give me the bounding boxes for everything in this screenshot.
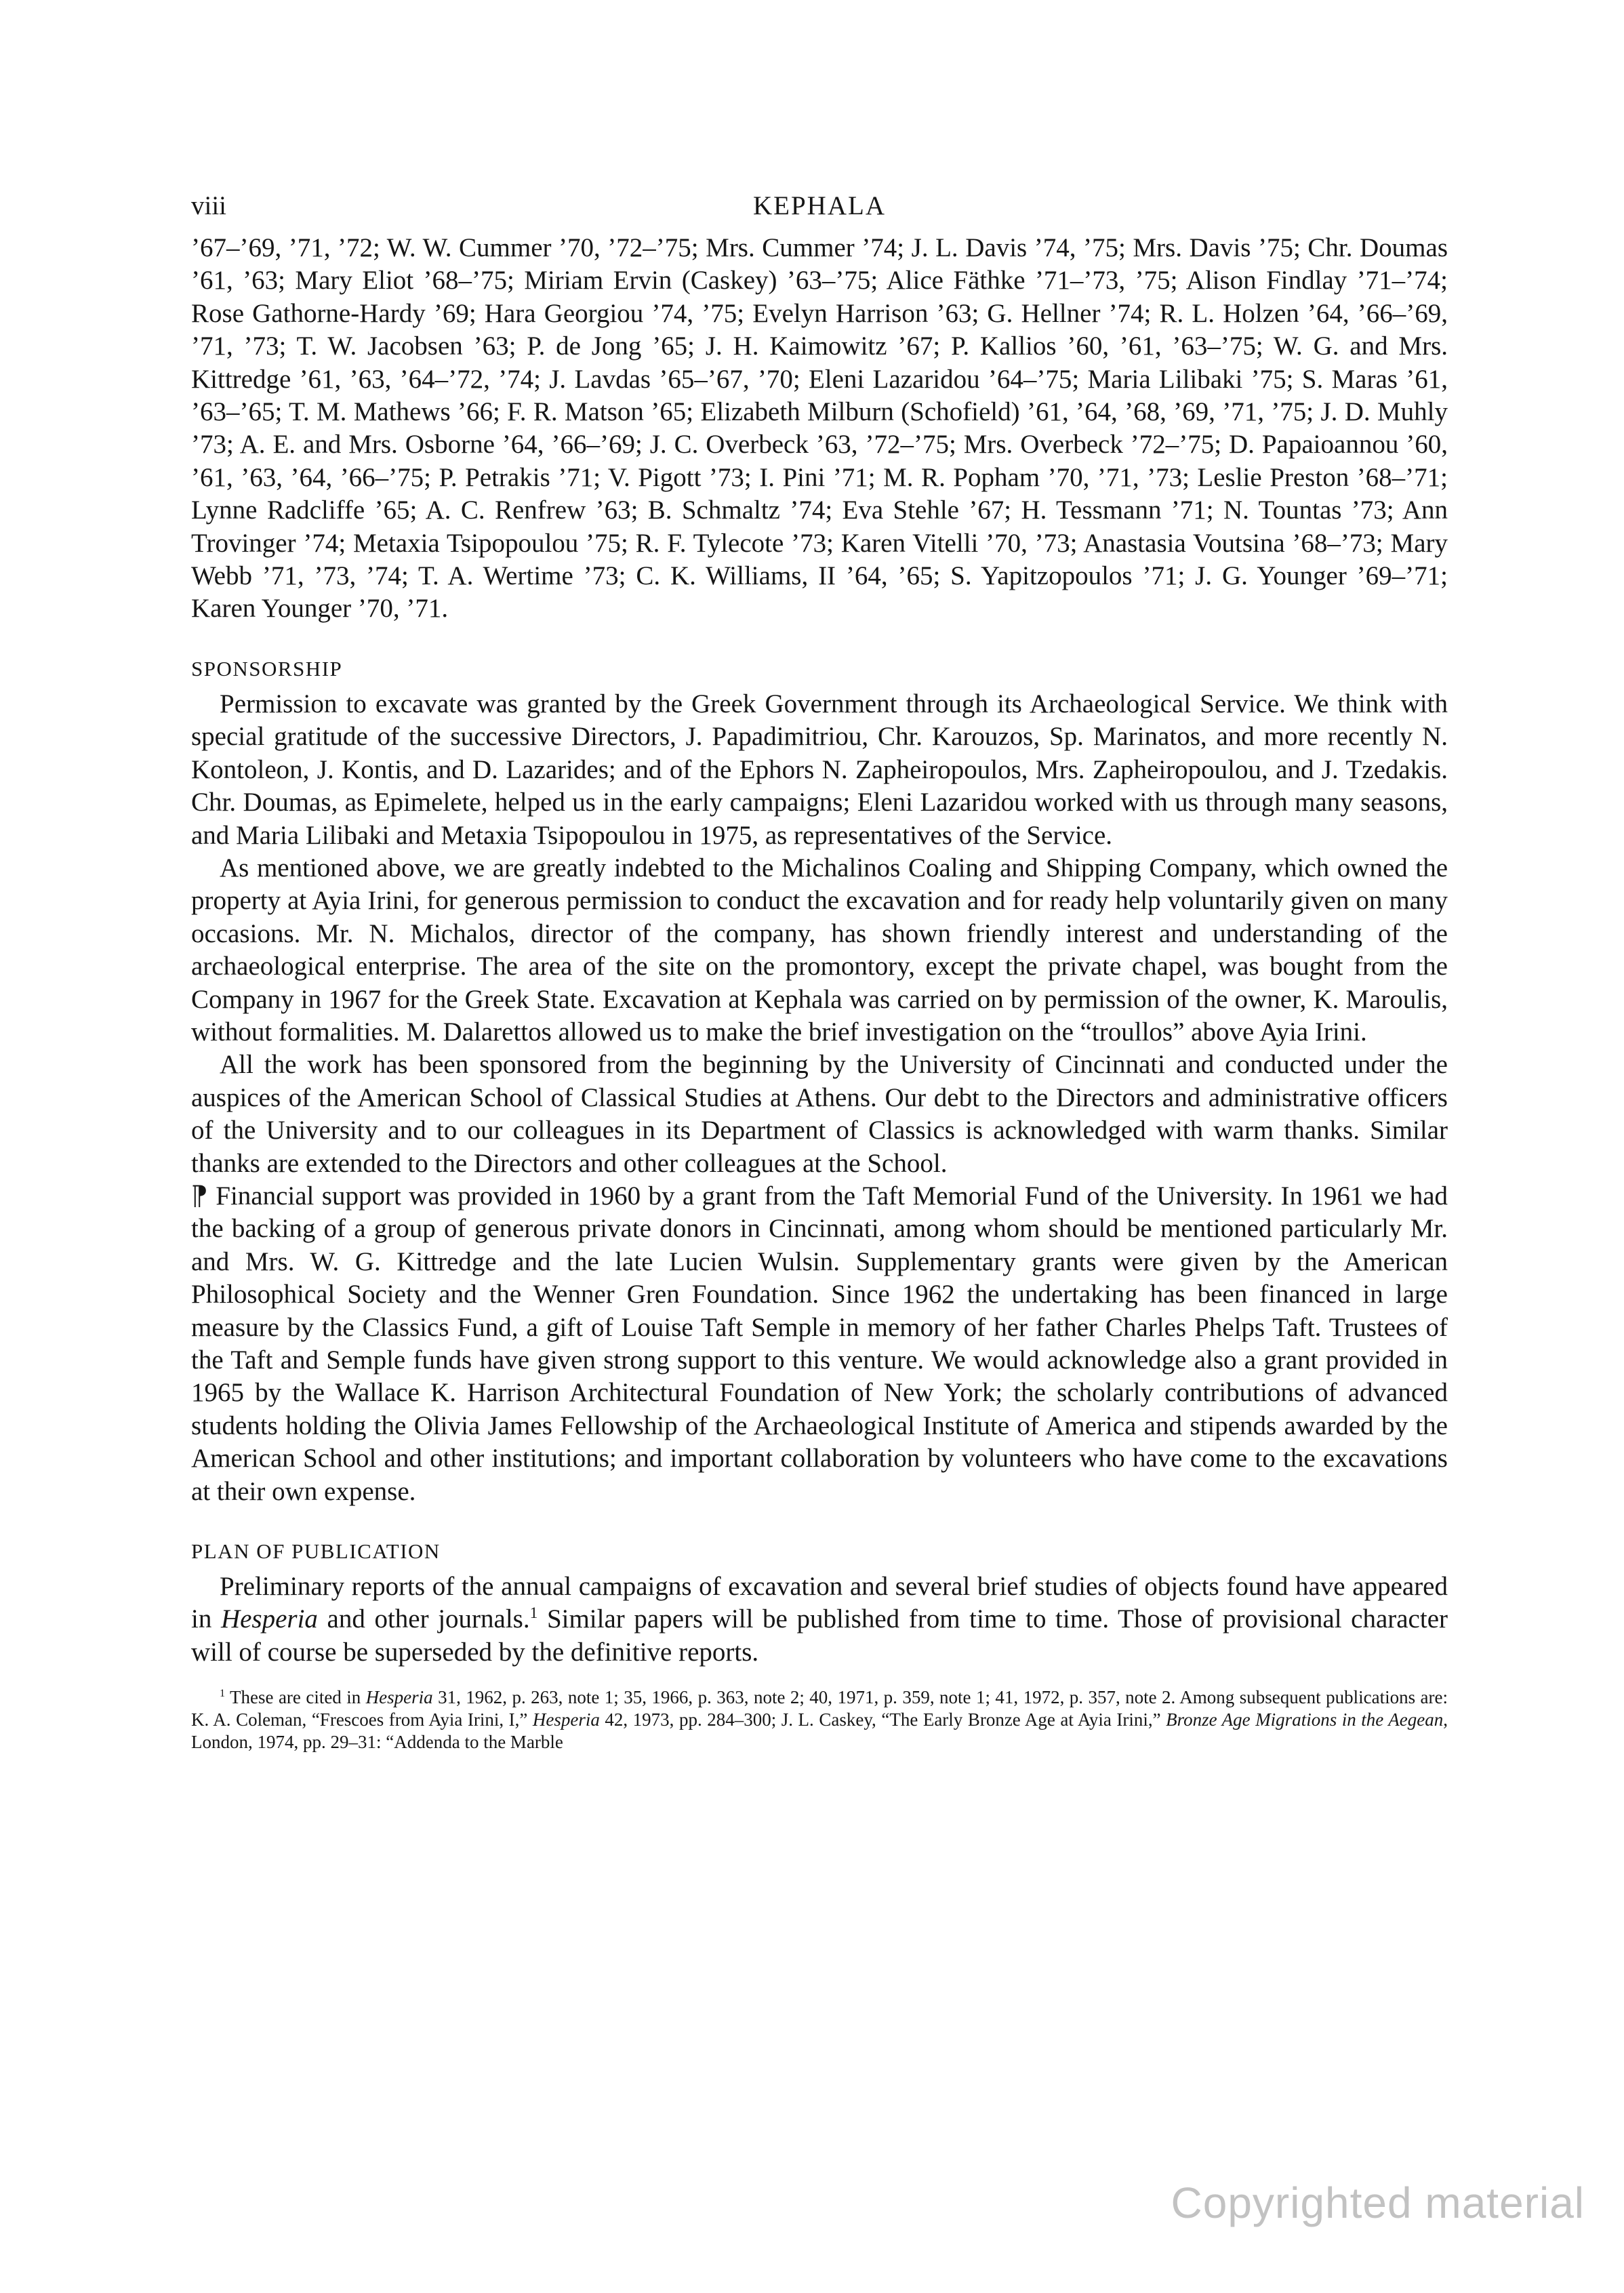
page-number: viii	[191, 191, 227, 220]
running-title: KEPHALA	[753, 191, 886, 220]
footnote-text: These are cited in	[225, 1687, 366, 1708]
sponsorship-paragraph-4	[191, 1180, 1448, 1508]
publication-text-2: and other journals.	[317, 1604, 530, 1634]
running-head	[191, 190, 1448, 232]
footnotes	[191, 1686, 1448, 1753]
sponsorship-paragraph-4-text: Financial support was provided in 1960 by a grant from the Taft Memorial Fund of the University. In 1961 we had the backing of a group of generous private donors in Cincinnati, among whom should be mentioned particularly Mr. and Mrs. W. G. Kittredge and the late Lucien Wulsin. Supplementary grants were given by the American Philosophical Society and the Wenner Gren Foundation. Since 1962 the undertaking has been financed in large measure by the Classics Fund, a gift of Louise Taft Semple in memory of her father Charles Phelps Taft. Trustees of the Taft and Semple funds have given strong support to this venture. We would acknowledge also a grant provided in 1965 by the Wallace K. Harrison Architectural Foundation of New York; the scholarly contributions of advanced students holding the Olivia James Fellowship of the Archaeological Institute of America and stipends awarded by the American School and other institutions; and important collaboration by volunteers who have come to the excavations at their own expense.	[191, 1181, 1448, 1506]
footnote-journal: Hesperia	[365, 1687, 433, 1708]
footnote-text: 42, 1973, pp. 284–300; J. L. Caskey, “The Early Bronze Age at Ayia Irini,”	[599, 1709, 1166, 1730]
sponsorship-paragraph-3: All the work has been sponsored from the beginning by the University of Cincinnati and conducted under the auspices of the American School of Classical Studies at Athens. Our debt to the Directors and administrative officers of the University and to our colleagues in its Department of Classics is acknowledged with warm thanks. Similar thanks are extended to the Directors and other colleagues at the School.	[191, 1050, 1448, 1178]
footnote-text: , London, 1974, pp. 29–31: “Addenda to the Marble	[191, 1709, 1448, 1753]
footnote-reference: 1	[529, 1604, 538, 1623]
footnote-journal: Hesperia	[532, 1709, 600, 1730]
journal-title: Hesperia	[220, 1604, 318, 1634]
footnote-text: 31, 1962, p. 263, note 1; 35, 1966, p. 363, note 2; 40, 1971, p. 359, note 1; 41, 1972, p. 357, note 2. Among subsequent publications are: K. A. Coleman, “Frescoes from Ayia Irini, I,”	[191, 1687, 1448, 1730]
page-content	[191, 190, 1448, 1753]
publication-heading: PLAN OF PUBLICATION	[191, 1539, 441, 1564]
paragraph-mark: ⁋	[191, 1181, 208, 1211]
footnote-marker: 1	[220, 1687, 226, 1700]
sponsorship-paragraph-1: Permission to excavate was granted by the Greek Government through its Archaeological Service. We think with special gratitude of the successive Directors, J. Papadimitriou, Chr. Karouzos, Sp. Marinatos, and more recently N. Kontoleon, J. Kontis, and D. Lazarides; and of the Ephors N. Zapheiropoulos, Mrs. Zapheiropoulou, and J. Tzedakis. Chr. Doumas, as Epimelete, helped us in the early campaigns; Eleni Lazaridou worked with us through many seasons, and Maria Lilibaki and Metaxia Tsipopoulou in 1975, as representatives of the Service.	[191, 689, 1448, 850]
publication-text-3: Similar papers will be published from time to time. Those of provisional character will of course be superseded by the definitive reports.	[191, 1604, 1448, 1667]
footnote-1	[191, 1686, 1448, 1753]
sponsorship-heading: SPONSORSHIP	[191, 656, 343, 681]
footnote-book-title: Bronze Age Migrations in the Aegean	[1166, 1709, 1444, 1730]
staff-list-paragraph: ’67–’69, ’71, ’72; W. W. Cummer ’70, ’72–’75; Mrs. Cummer ’74; J. L. Davis ’74, ’75; Mrs. Davis ’75; Chr. Doumas ’61, ’63; Mary Eliot ’68–’75; Miriam Ervin (Caskey) ’63–’75; Alice Fäthke ’71–’73, ’75; Alison Findlay ’71–’74; Rose Gathorne-Hardy ’69; Hara Georgiou ’74, ’75; Evelyn Harrison ’63; G. Hellner ’74; R. L. Holzen ’64, ’66–’69, ’71, ’73; T. W. Jacobsen ’63; P. de Jong ’65; J. H. Kaimowitz ’67; P. Kallios ’60, ’61, ’63–’75; W. G. and Mrs. Kittredge ’61, ’63, ’64–’72, ’74; J. Lavdas ’65–’67, ’70; Eleni Lazaridou ’64–’75; Maria Lilibaki ’75; S. Maras ’61, ’63–’65; T. M. Mathews ’66; F. R. Matson ’65; Elizabeth Milburn (Schofield) ’61, ’64, ’68, ’69, ’71, ’75; J. D. Muhly ’73; A. E. and Mrs. Osborne ’64, ’66–’69; J. C. Overbeck ’63, ’72–’75; Mrs. Overbeck ’72–’75; D. Papaioannou ’60, ’61, ’63, ’64, ’66–’75; P. Petrakis ’71; V. Pigott ’73; I. Pini ’71; M. R. Popham ’70, ’71, ’73; Leslie Preston ’68–’71; Lynne Radcliffe ’65; A. C. Renfrew ’63; B. Schmaltz ’74; Eva Stehle ’67; H. Tessmann ’71; N. Tountas ’73; Ann Trovinger ’74; Metaxia Tsipopoulou ’75; R. F. Tylecote ’73; Karen Vitelli ’70, ’73; Anastasia Voutsina ’68–’73; Mary Webb ’71, ’73, ’74; T. A. Wertime ’73; C. K. Williams, II ’64, ’65; S. Yapitzopoulos ’71; J. G. Younger ’69–’71; Karen Younger ’70, ’71.	[191, 233, 1448, 624]
copyright-watermark: Copyrighted material	[1171, 2178, 1585, 2227]
publication-text-1: Preliminary reports of the annual campaigns of excavation and several brief studies of objects found have appeared in	[191, 1572, 1448, 1634]
publication-paragraph	[191, 1570, 1448, 1669]
sponsorship-paragraph-2: As mentioned above, we are greatly indebted to the Michalinos Coaling and Shipping Company, which owned the property at Ayia Irini, for generous permission to conduct the excavation and for ready help voluntarily given on many occasions. Mr. N. Michalos, director of the company, has shown friendly interest and understanding of the archaeological enterprise. The area of the site on the promontory, except the private chapel, was bought from the Company in 1967 for the Greek State. Excavation at Kephala was carried on by permission of the owner, K. Maroulis, without formalities. M. Dalarettos allowed us to make the brief investigation on the “troullos” above Ayia Irini.	[191, 853, 1448, 1047]
